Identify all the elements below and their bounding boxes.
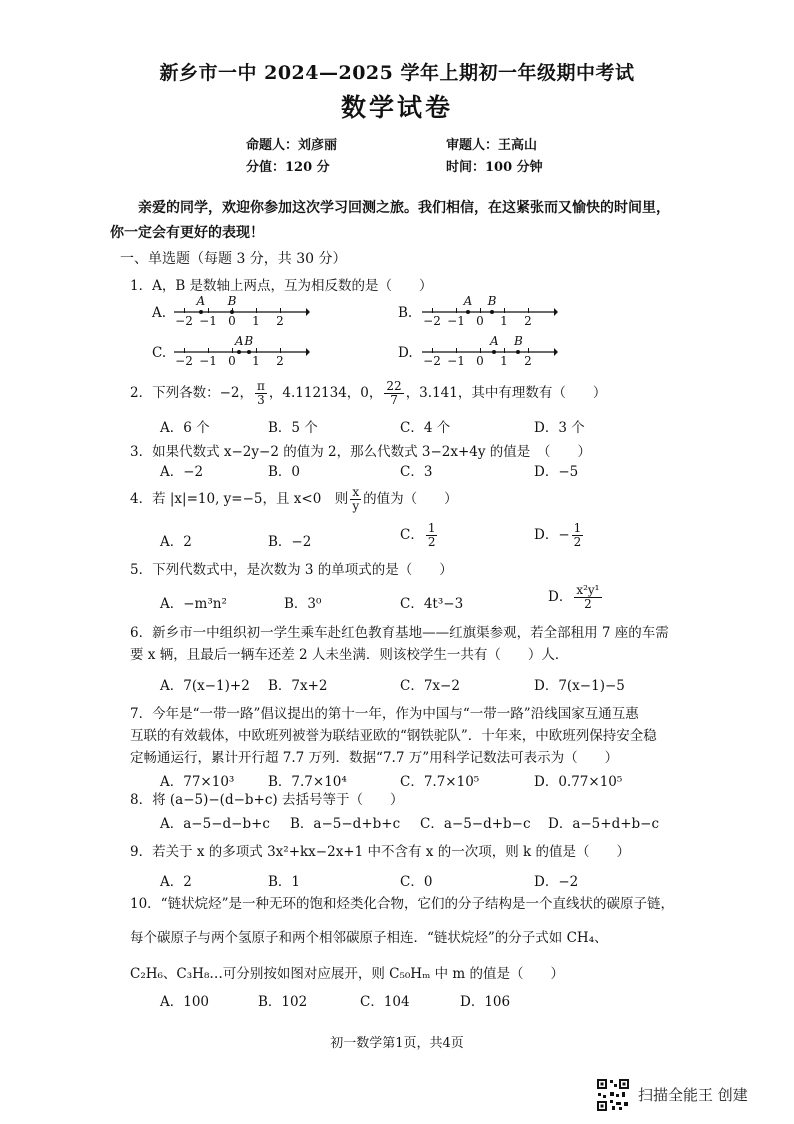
number-line-tick-label: 0 <box>476 354 484 368</box>
number-line-tick <box>208 348 209 353</box>
number-line-tick <box>504 308 505 313</box>
exam-title: 新乡市一中 2024—2025 学年上期初一年级期中考试 <box>159 62 635 84</box>
q7-option-b: B．7.7×10⁴ <box>268 774 347 790</box>
q6-option-b: B．7x+2 <box>268 678 328 694</box>
scanner-watermark: 扫描全能王 创建 <box>638 1086 748 1104</box>
number-line-point-label: A <box>196 294 206 308</box>
q5-option-d: D． $\frac{\text{x²y¹}}{2}$ <box>548 583 600 611</box>
number-line-tick <box>256 308 257 313</box>
q2-option-d: D．3 个 <box>534 420 585 436</box>
number-line-tick <box>528 308 529 313</box>
q3-option-a: A．−2 <box>160 464 204 480</box>
q9-option-b: B．1 <box>268 874 301 890</box>
q4-option-a: A．2 <box>160 534 192 550</box>
intro-line-1: 亲爱的同学，欢迎你参加这次学习回测之旅。我们相信，在这紧张而又愉快的时间里， <box>138 200 670 216</box>
number-line-tick <box>432 348 433 353</box>
score-label: 分值：120 分 <box>246 160 330 175</box>
number-line-tick <box>232 348 233 353</box>
q9-option-a: A．2 <box>160 874 192 890</box>
q5-option-b: B．3⁰ <box>284 596 322 612</box>
q10-option-a: A．100 <box>160 994 210 1010</box>
q3-option-b: B．0 <box>268 464 301 480</box>
number-line-tick <box>456 308 457 313</box>
number-line-point <box>466 310 470 314</box>
question-7-stem: 7．今年是“一带一路”倡议提出的第十一年，作为中国与“一带一路”沿线国家互通互惠 互联的有效载体，中欧班列被誉为联结亚欧的“钢铁驼队”．十年来，中欧班列保持安全稳 定畅通运行，累计开行超 7.7 万列．数据“7.7 万”用科学记数法可表示为（ ） <box>130 706 657 766</box>
q2-option-c: C．4 个 <box>400 420 451 436</box>
q8-option-a: A．a−5−d−b+c <box>160 816 270 832</box>
number-line-point-label: A <box>463 294 473 308</box>
intro-line-2: 你一定会有更好的表现！ <box>110 225 264 241</box>
number-line-tick-label: 1 <box>252 354 260 368</box>
fraction-pi-over-3: $\frac{\pi}{3}$ <box>257 379 265 407</box>
number-line-tick <box>280 308 281 313</box>
number-line-tick-label: −1 <box>199 314 217 328</box>
number-line-point-label: A <box>490 334 499 348</box>
number-line-point <box>199 310 203 314</box>
number-line-tick-label: −2 <box>423 314 441 328</box>
number-line-tick-label: 2 <box>276 314 284 328</box>
q10-option-b: B．102 <box>258 994 308 1010</box>
question-4-stem: 4．若 |x|=10, y=−5，且 x<0 则 $\frac{x}{y}$ 的值为（ ） <box>130 485 458 513</box>
number-line-tick-label: 2 <box>276 354 284 368</box>
number-line-tick-label: −1 <box>199 354 217 368</box>
q2-option-b: B．5 个 <box>268 420 318 436</box>
number-line-tick-label: −2 <box>175 354 193 368</box>
q5-option-c: C．4t³−3 <box>400 596 464 612</box>
q1-option-d: D. <box>398 345 413 361</box>
number-line-tick-label: 1 <box>252 314 260 328</box>
q6-option-a: A．7(x−1)+2 <box>160 678 250 694</box>
author-label: 命题人：刘彦丽 <box>246 138 338 153</box>
fraction-x-over-y: $\frac{x}{y}$ <box>352 485 360 513</box>
number-line-point-label: B <box>487 294 497 308</box>
number-line-point-label: B <box>513 334 523 348</box>
number-line-point-label: A <box>234 334 244 348</box>
number-line-tick <box>480 348 481 353</box>
question-3-stem: 3．如果代数式 x−2y−2 的值为 2，那么代数式 3−2x+4y 的值是 （ ） <box>130 444 592 460</box>
question-5-stem: 5．下列代数式中，是次数为 3 的单项式的是（ ） <box>130 562 453 578</box>
question-8-stem: 8．将 (a−5)−(d−b+c) 去括号等于（ ） <box>130 792 404 808</box>
number-line-tick <box>480 308 481 313</box>
question-10-line-1: 10．“链状烷烃”是一种无环的饱和烃类化合物，它们的分子结构是一个直线状的碳原子链， <box>130 896 674 912</box>
q5-option-a: A．−m³n² <box>160 596 227 612</box>
q6-option-c: C．7x−2 <box>400 678 460 694</box>
number-line-point <box>230 310 234 314</box>
q7-option-d: D．0.77×10⁵ <box>534 774 623 790</box>
q8-option-c: C．a−5−d+b−c <box>420 816 531 832</box>
q3-option-c: C．3 <box>400 464 433 480</box>
number-line-tick-label: 0 <box>476 314 484 328</box>
q6-option-d: D．7(x−1)−5 <box>534 678 625 694</box>
number-line-tick <box>184 308 185 313</box>
q1-option-a: A. <box>152 305 167 321</box>
q1-option-b: B. <box>398 305 413 321</box>
q1-option-c: C. <box>152 345 167 361</box>
number-line-tick <box>280 348 281 353</box>
question-9-stem: 9．若关于 x 的多项式 3x²+kx−2x+1 中不含有 x 的一次项，则 k 的值是（ ） <box>130 844 630 860</box>
time-label: 时间：100 分钟 <box>446 160 543 175</box>
q2-option-a: A．6 个 <box>160 420 210 436</box>
exam-subtitle: 数学试卷 <box>340 93 453 122</box>
number-line-tick <box>184 348 185 353</box>
number-line-tick <box>432 308 433 313</box>
q8-option-b: B．a−5−d+b+c <box>290 816 401 832</box>
number-line-tick-label: −2 <box>423 354 441 368</box>
number-line-tick-label: 1 <box>500 314 508 328</box>
number-line-tick-label: 0 <box>228 314 236 328</box>
question-1-stem: 1．A，B 是数轴上两点，互为相反数的是（ ） <box>130 278 433 294</box>
question-10-line-3: C₂H₆、C₃H₈…可分别按如图对应展开，则 C₅₀Hₘ 中 m 的值是（ ） <box>130 966 565 982</box>
number-line-tick-label: 1 <box>500 354 508 368</box>
q9-option-d: D．−2 <box>534 874 579 890</box>
number-line-tick-label: −1 <box>447 314 465 328</box>
number-line-tick <box>456 348 457 353</box>
question-10-line-2: 每个碳原子与两个氢原子和两个相邻碳原子相连．“链状烷烃”的分子式如 CH₄、 <box>130 930 608 946</box>
number-line-tick-label: 2 <box>524 354 532 368</box>
q3-option-d: D．−5 <box>534 464 579 480</box>
page-footer: 初一数学第1页，共4页 <box>330 1036 464 1051</box>
number-line-tick <box>528 348 529 353</box>
q10-option-d: D．106 <box>460 994 511 1010</box>
number-line-point-label: B <box>244 334 254 348</box>
intro-paragraph <box>110 196 720 246</box>
q9-option-c: C．0 <box>400 874 433 890</box>
q7-option-c: C．7.7×10⁵ <box>400 774 480 790</box>
q4-option-c: C． $\frac{1}{2}$ <box>400 521 436 549</box>
reviewer-label: 审题人：王高山 <box>446 138 538 153</box>
q8-option-d: D．a−5+d+b−c <box>548 816 660 832</box>
number-line-tick-label: 0 <box>228 354 236 368</box>
number-line-tick <box>208 308 209 313</box>
number-line-point <box>247 350 251 354</box>
number-line-point <box>490 310 494 314</box>
question-2-stem: 2．下列各数：−2， $\frac{\pi}{3}$ ，4.112134，0， $\frac{22}{7}$ ，3.141，其中有理数有（ ） <box>130 379 607 407</box>
q10-option-c: C．104 <box>360 994 410 1010</box>
number-line-point-label: B <box>227 294 237 308</box>
number-line-tick-label: −1 <box>447 354 465 368</box>
q4-option-d: D．− $\frac{1}{2}$ <box>534 521 582 549</box>
number-line-tick-label: −2 <box>175 314 193 328</box>
number-line-tick <box>256 348 257 353</box>
fraction-22-over-7: $\frac{22}{7}$ <box>386 379 402 407</box>
section-title: 一、单选题（每题 3 分，共 30 分） <box>120 251 347 267</box>
number-line-tick <box>504 348 505 353</box>
question-6-stem: 6．新乡市一中组织初一学生乘车赴红色教育基地——红旗渠参观，若全部租用 7 座的车需 要 x 辆，且最后一辆车还差 2 人未坐满．则该校学生一共有（ ）人． <box>130 625 669 663</box>
qr-code-icon <box>596 1078 630 1112</box>
q4-option-b: B．−2 <box>268 534 312 550</box>
number-line-tick-label: 2 <box>524 314 532 328</box>
q7-option-a: A．77×10³ <box>160 774 235 790</box>
